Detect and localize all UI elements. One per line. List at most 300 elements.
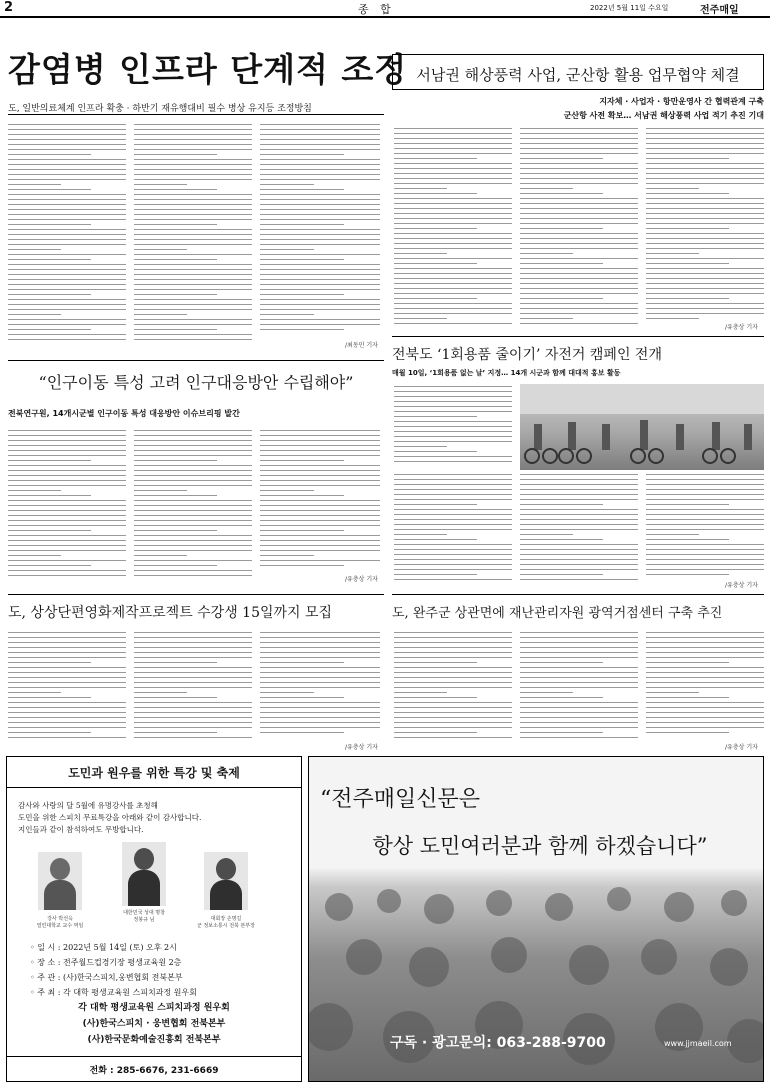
body-text-line: [260, 159, 380, 160]
body-text-line: [8, 717, 126, 718]
speaker-caption-line: 열린대학교 교수 역임: [36, 923, 84, 929]
body-text-line: [520, 534, 573, 535]
body-text-line: [260, 139, 380, 140]
body-text-line: [520, 173, 638, 174]
article1-body-col3: [260, 124, 380, 336]
body-text-line: [260, 712, 380, 713]
body-text-line: [646, 183, 764, 184]
body-text-line: [260, 174, 380, 175]
body-text-line: [134, 304, 252, 305]
body-text-line: [134, 445, 252, 446]
body-text-line: [646, 479, 764, 480]
body-text-line: [260, 324, 380, 325]
body-text-line: [520, 188, 573, 189]
body-text-line: [8, 445, 126, 446]
body-text-line: [8, 737, 126, 738]
body-text-line: [8, 702, 126, 703]
body-text-line: [134, 672, 252, 673]
body-text-line: [8, 515, 126, 516]
article3-headline: “인구이동 특성 고려 인구대응방안 수립해야”: [38, 373, 354, 392]
body-text-line: [8, 204, 126, 205]
body-text-line: [394, 524, 512, 525]
body-text-line: [520, 163, 638, 164]
body-text-line: [520, 682, 638, 683]
body-text-line: [260, 717, 380, 718]
body-text-line: [8, 490, 61, 491]
article4-top-rule: [392, 336, 764, 337]
article2-body-col1: [394, 128, 512, 328]
body-text-line: [520, 223, 638, 224]
speaker-caption-line: 대회장 손명길: [210, 916, 242, 922]
ad-url: www.jjmaeil.com: [664, 1039, 732, 1048]
body-text-line: [134, 204, 252, 205]
body-text-line: [260, 490, 314, 491]
body-text-line: [520, 484, 638, 485]
body-text-line: [520, 657, 638, 658]
cyclists-illustration-icon: [520, 384, 764, 470]
body-text-line: [8, 234, 126, 235]
body-text-line: [134, 334, 252, 335]
body-text-line: [394, 642, 512, 643]
body-text-line: [520, 208, 638, 209]
body-text-line: [260, 450, 380, 451]
body-text-line: [260, 129, 380, 130]
article1-subhead: 도, 일반의료체계 인프라 확충 · 하반기 재유행대비 필수 병상 유지등 조정방침: [8, 104, 312, 114]
body-text-line: [646, 228, 729, 229]
body-text-line: [8, 662, 91, 663]
body-text-line: [8, 440, 126, 441]
body-text-line: [646, 637, 764, 638]
body-text-line: [260, 304, 380, 305]
article3-top-rule: [8, 360, 384, 361]
page-number: 2: [4, 0, 14, 15]
body-text-line: [260, 184, 314, 185]
body-text-line: [134, 229, 252, 230]
body-text-line: [646, 168, 764, 169]
body-text-line: [646, 524, 764, 525]
body-text-line: [394, 514, 512, 515]
body-text-line: [520, 233, 638, 234]
body-text-line: [8, 545, 126, 546]
body-text-line: [8, 540, 126, 541]
body-text-line: [394, 298, 477, 299]
body-text-line: [394, 153, 512, 154]
body-text-line: [646, 318, 699, 319]
body-text-line: [646, 717, 764, 718]
article4-byline: /유충상 기자: [725, 582, 758, 589]
body-text-line: [646, 722, 764, 723]
body-text-line: [134, 667, 252, 668]
article5-body-col3: [260, 632, 380, 738]
body-text-line: [8, 707, 126, 708]
body-text-line: [394, 263, 477, 264]
body-text-line: [260, 224, 344, 225]
body-text-line: [134, 712, 252, 713]
body-text-line: [520, 514, 638, 515]
body-text-line: [646, 133, 764, 134]
body-text-line: [646, 158, 729, 159]
body-text-line: [134, 682, 252, 683]
body-text-line: [646, 303, 764, 304]
body-text-line: [394, 431, 512, 432]
body-text-line: [646, 702, 764, 703]
body-text-line: [8, 632, 126, 633]
body-text-line: [8, 139, 126, 140]
article5-body-col2: [134, 632, 252, 744]
body-text-line: [394, 549, 512, 550]
body-text-line: [394, 489, 512, 490]
body-text-line: [394, 218, 512, 219]
body-text-line: [646, 569, 764, 570]
body-text-line: [134, 677, 252, 678]
body-text-line: [260, 505, 380, 506]
body-text-line: [8, 289, 126, 290]
body-text-line: [260, 234, 380, 235]
event-detail-line: ◦ 일 시 : 2022년 5월 14일 (토) 오후 2시: [30, 943, 177, 952]
body-text-line: [394, 406, 512, 407]
body-text-line: [646, 504, 729, 505]
body-text-line: [260, 642, 380, 643]
body-text-line: [134, 575, 252, 576]
article6-headline: 도, 완주군 상관면에 재난관리자원 광역거점센터 구축 추진: [392, 606, 723, 621]
body-text-line: [260, 652, 380, 653]
body-text-line: [260, 682, 380, 683]
body-text-line: [134, 339, 252, 340]
body-text-line: [394, 396, 512, 397]
speaker-caption: [20, 916, 100, 930]
body-text-line: [134, 642, 252, 643]
body-text-line: [394, 148, 512, 149]
body-text-line: [394, 158, 477, 159]
body-text-line: [134, 199, 252, 200]
body-text-line: [260, 657, 380, 658]
body-text-line: [646, 509, 764, 510]
body-text-line: [520, 183, 638, 184]
body-text-line: [394, 168, 512, 169]
body-text-line: [394, 288, 512, 289]
body-text-line: [394, 318, 447, 319]
speaker-caption: [186, 916, 266, 930]
body-text-line: [260, 124, 380, 125]
body-text-line: [260, 134, 380, 135]
body-text-line: [520, 313, 638, 314]
body-text-line: [8, 470, 126, 471]
body-text-line: [8, 510, 126, 511]
body-text-line: [520, 504, 603, 505]
body-text-line: [520, 524, 638, 525]
body-text-line: [260, 470, 380, 471]
body-text-line: [260, 179, 380, 180]
body-text-line: [134, 687, 252, 688]
event-detail-line: ◦ 주 최 : 각 대학 평생교육원 스피치과정 원우회: [30, 988, 197, 997]
body-text-line: [394, 732, 477, 733]
body-text-line: [520, 637, 638, 638]
body-text-line: [260, 269, 380, 270]
body-text-line: [394, 411, 512, 412]
body-text-line: [260, 329, 344, 330]
body-text-line: [520, 574, 603, 575]
body-text-line: [260, 309, 380, 310]
body-text-line: [8, 642, 126, 643]
body-text-line: [8, 194, 126, 195]
body-text-line: [646, 559, 764, 560]
body-text-line: [260, 732, 344, 733]
body-text-line: [394, 446, 447, 447]
body-text-line: [646, 574, 729, 575]
body-text-line: [134, 480, 252, 481]
event-org-line: (사)한국문화예술진흥회 전북본부: [87, 1035, 221, 1045]
body-text-line: [260, 214, 380, 215]
body-text-line: [134, 692, 187, 693]
body-text-line: [260, 169, 380, 170]
body-text-line: [260, 219, 380, 220]
article2-body-col3: [646, 128, 764, 324]
body-text-line: [394, 647, 512, 648]
body-text-line: [8, 169, 126, 170]
body-text-line: [134, 697, 217, 698]
event-detail-line: ◦ 장 소 : 전주월드컵경기장 평생교육원 2층: [30, 958, 182, 967]
body-text-line: [520, 228, 603, 229]
body-text-line: [8, 450, 126, 451]
body-text-line: [646, 539, 729, 540]
speaker-photo: [204, 852, 248, 910]
body-text-line: [134, 657, 252, 658]
body-text-line: [646, 474, 764, 475]
body-text-line: [134, 149, 252, 150]
event-phone: 전화 : 285-6676, 231-6669: [89, 1066, 219, 1076]
body-text-line: [646, 692, 699, 693]
body-text-line: [394, 253, 447, 254]
body-text-line: [520, 489, 638, 490]
body-text-line: [134, 505, 252, 506]
body-text-line: [646, 188, 699, 189]
body-text-line: [646, 243, 764, 244]
body-text-line: [260, 495, 344, 496]
body-text-line: [260, 455, 380, 456]
body-text-line: [520, 717, 638, 718]
body-text-line: [8, 184, 61, 185]
body-text-line: [646, 313, 764, 314]
body-text-line: [260, 647, 380, 648]
body-text-line: [8, 219, 126, 220]
body-text-line: [520, 153, 638, 154]
body-text-line: [394, 652, 512, 653]
body-text-line: [134, 555, 187, 556]
body-text-line: [394, 416, 477, 417]
body-text-line: [394, 564, 512, 565]
body-text-line: [8, 682, 126, 683]
body-text-line: [646, 253, 699, 254]
body-text-line: [8, 279, 126, 280]
body-text-line: [260, 550, 380, 551]
body-text-line: [646, 223, 764, 224]
article1-body-col2: [134, 124, 252, 346]
body-text-line: [134, 254, 252, 255]
body-text-line: [394, 293, 512, 294]
article5-top-rule: [8, 594, 384, 595]
body-text-line: [520, 732, 603, 733]
body-text-line: [394, 687, 512, 688]
body-text-line: [260, 465, 380, 466]
body-text-line: [260, 244, 380, 245]
body-text-line: [394, 128, 512, 129]
body-text-line: [394, 138, 512, 139]
body-text-line: [134, 560, 252, 561]
body-text-line: [520, 474, 638, 475]
body-text-line: [520, 213, 638, 214]
body-text-line: [134, 139, 252, 140]
body-text-line: [260, 314, 314, 315]
body-text-line: [394, 188, 447, 189]
body-text-line: [8, 465, 126, 466]
body-text-line: [520, 138, 638, 139]
body-text-line: [520, 564, 638, 565]
body-text-line: [260, 525, 380, 526]
body-text-line: [520, 697, 603, 698]
header-rule: [0, 16, 770, 18]
body-text-line: [394, 203, 512, 204]
body-text-line: [134, 154, 217, 155]
body-text-line: [8, 334, 126, 335]
body-text-line: [646, 203, 764, 204]
body-text-line: [134, 134, 252, 135]
body-text-line: [260, 299, 380, 300]
body-text-line: [394, 313, 512, 314]
body-text-line: [8, 319, 126, 320]
body-text-line: [646, 549, 764, 550]
body-text-line: [134, 430, 252, 431]
body-text-line: [394, 323, 512, 324]
body-text-line: [8, 505, 126, 506]
body-text-line: [8, 214, 126, 215]
body-text-line: [520, 148, 638, 149]
body-text-line: [260, 194, 380, 195]
body-text-line: [8, 284, 126, 285]
body-text-line: [520, 298, 603, 299]
speaker-photo: [122, 842, 166, 906]
section-name: 종 합: [358, 3, 395, 16]
body-text-line: [8, 244, 126, 245]
body-text-line: [260, 555, 314, 556]
body-text-line: [134, 179, 252, 180]
body-text-line: [134, 309, 252, 310]
body-text-line: [520, 707, 638, 708]
article4-body-col1: [394, 474, 512, 586]
body-text-line: [646, 278, 764, 279]
event-orgs: [6, 1000, 302, 1048]
body-text-line: [394, 574, 477, 575]
body-text-line: [8, 727, 126, 728]
body-text-line: [394, 722, 512, 723]
body-text-line: [394, 426, 512, 427]
body-text-line: [520, 193, 603, 194]
body-text-line: [646, 148, 764, 149]
body-text-line: [520, 268, 638, 269]
body-text-line: [520, 722, 638, 723]
body-text-line: [134, 475, 252, 476]
body-text-line: [8, 269, 126, 270]
body-text-line: [646, 732, 729, 733]
body-text-line: [646, 208, 764, 209]
body-text-line: [646, 662, 729, 663]
body-text-line: [260, 189, 344, 190]
body-text-line: [646, 647, 764, 648]
body-text-line: [260, 144, 380, 145]
body-text-line: [134, 249, 187, 250]
event-intro: [18, 800, 201, 836]
body-text-line: [646, 632, 764, 633]
body-text-line: [8, 712, 126, 713]
body-text-line: [646, 499, 764, 500]
body-text-line: [8, 309, 126, 310]
speaker-caption-line: 군 정보소통시 전북 본부장: [197, 923, 255, 929]
body-text-line: [394, 474, 512, 475]
article1-headline: 감염병 인프라 단계적 조정: [8, 50, 408, 89]
body-text-line: [134, 550, 252, 551]
body-text-line: [134, 324, 252, 325]
body-text-line: [8, 159, 126, 160]
body-text-line: [260, 707, 380, 708]
body-text-line: [520, 253, 573, 254]
body-text-line: [8, 299, 126, 300]
body-text-line: [260, 294, 344, 295]
body-text-line: [646, 652, 764, 653]
body-text-line: [134, 294, 217, 295]
body-text-line: [134, 490, 187, 491]
body-text-line: [8, 560, 126, 561]
body-text-line: [646, 544, 764, 545]
body-text-line: [8, 637, 126, 638]
body-text-line: [134, 440, 252, 441]
body-text-line: [646, 288, 764, 289]
body-text-line: [520, 143, 638, 144]
body-text-line: [394, 183, 512, 184]
body-text-line: [8, 149, 126, 150]
ad-line1: “전주매일신문은: [320, 787, 481, 812]
body-text-line: [394, 717, 512, 718]
body-text-line: [260, 662, 344, 663]
body-text-line: [8, 189, 91, 190]
body-text-line: [520, 499, 638, 500]
event-intro-line: 도민을 위한 스피치 무료특강을 아래와 같이 감사합니다.: [18, 813, 202, 822]
event-detail-line: ◦ 주 관 : (사)한국스피치,웅변협회 전북본부: [30, 973, 183, 982]
body-text-line: [394, 163, 512, 164]
body-text-line: [394, 682, 512, 683]
body-text-line: [260, 254, 380, 255]
body-text-line: [520, 519, 638, 520]
body-text-line: [260, 702, 380, 703]
article6-byline: /유충상 기자: [725, 744, 758, 751]
body-text-line: [646, 514, 764, 515]
body-text-line: [8, 199, 126, 200]
body-text-line: [646, 494, 764, 495]
body-text-line: [394, 248, 512, 249]
body-text-line: [260, 289, 380, 290]
body-text-line: [646, 218, 764, 219]
body-text-line: [394, 303, 512, 304]
body-text-line: [134, 465, 252, 466]
body-text-line: [134, 485, 252, 486]
body-text-line: [8, 294, 91, 295]
body-text-line: [134, 495, 217, 496]
body-text-line: [520, 667, 638, 668]
body-text-line: [8, 677, 126, 678]
event-intro-line: 지인들과 같이 참석하여도 무방합니다.: [18, 825, 144, 834]
article3-body-col3: [260, 430, 380, 572]
body-text-line: [646, 233, 764, 234]
event-org-line: 각 대학 평생교육원 스피치과정 원우회: [78, 1003, 230, 1013]
body-text-line: [260, 545, 380, 546]
